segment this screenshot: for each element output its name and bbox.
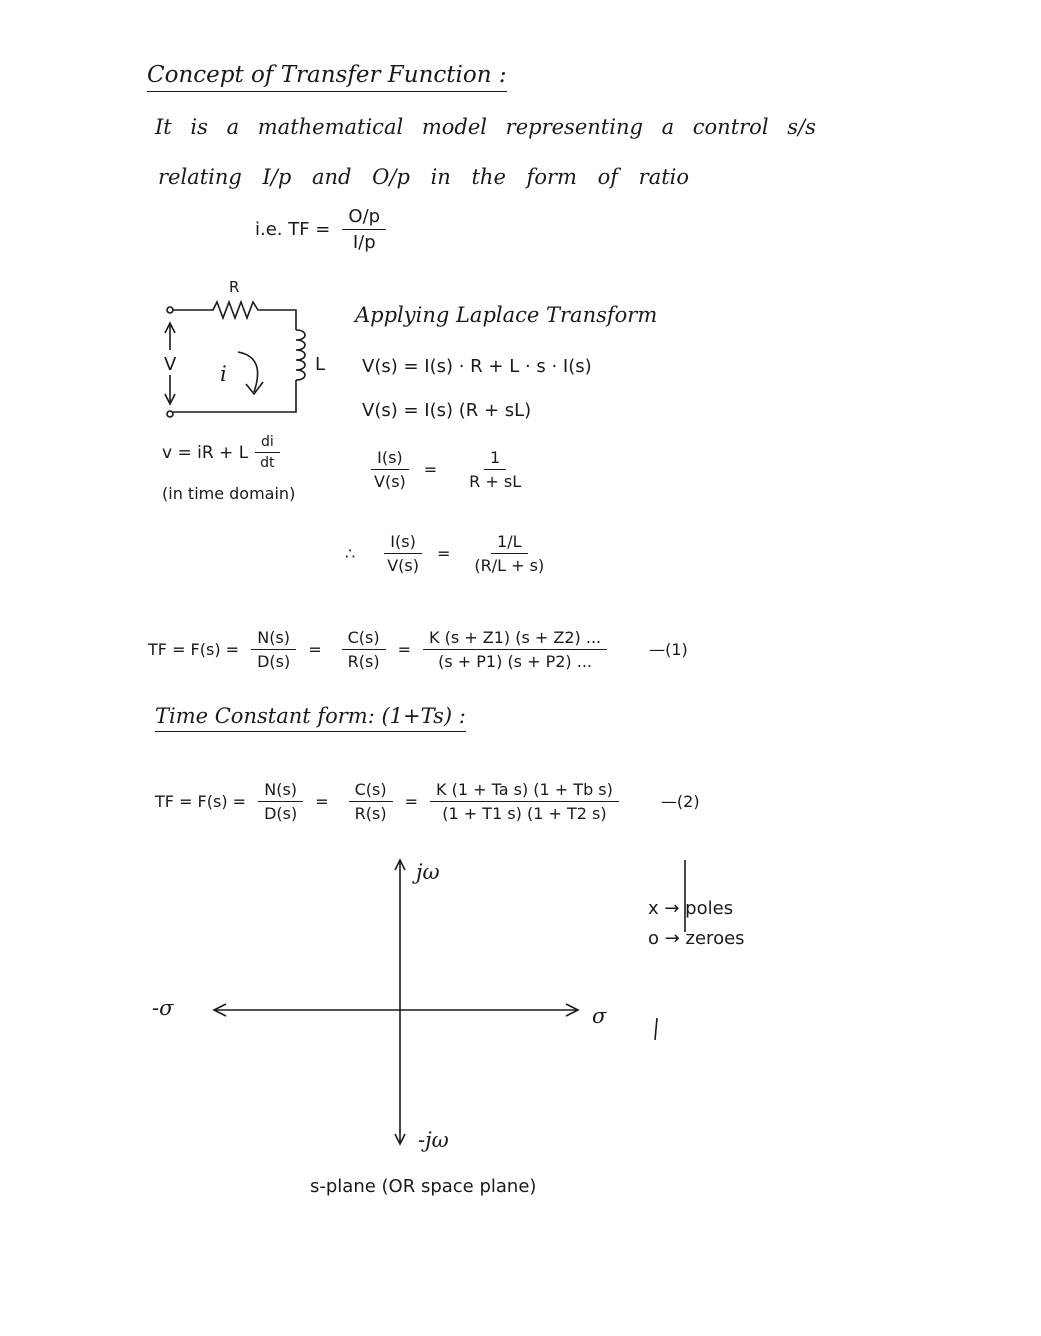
definition-line-1: It is a mathematical model representing a control s/s — [155, 115, 816, 139]
inductor-label: L — [315, 354, 326, 375]
current-label: i — [220, 362, 227, 386]
page-title: Concept of Transfer Function : — [147, 62, 507, 92]
legend-poles: x → poles — [648, 898, 734, 919]
tf-ratio-definition — [255, 206, 392, 253]
neg-j-omega-label: -jω — [418, 1128, 449, 1152]
s-plane-axes — [214, 860, 685, 1144]
laplace-eq-4: ∴ $\frac{I(s)}{V(s)}$ = $\frac{1/L}{(R/L + s)}$ — [345, 532, 545, 575]
ratio-denominator: I/p — [352, 232, 376, 253]
sigma-label: σ — [592, 1004, 607, 1028]
time-domain-equation: v = iR + L di dt — [162, 434, 281, 471]
voltage-label: V — [164, 354, 177, 375]
rl-circuit-diagram — [165, 302, 305, 417]
laplace-eq-1: V(s) = I(s) · R + L · s · I(s) — [362, 356, 592, 377]
laplace-eq-2: V(s) = I(s) (R + sL) — [362, 400, 532, 421]
equation-tag-1: —(1) — [649, 640, 688, 659]
laplace-eq-3: $\frac{I(s)}{V(s)}$ = $\frac{1}{R + sL}$ — [362, 448, 533, 491]
transfer-function-eq-2: TF = F(s) = $\frac{N(s)}{D(s)}$ = $\frac{C(s)}{R(s)}$ = $\frac{\text{K (1 + Ta s) (1 + Tb s)}}{(1 + T1 s) (1 + T2 s)}$ —(2) — [155, 780, 700, 823]
time-domain-note: (in time domain) — [162, 484, 296, 503]
s-plane-caption: s-plane (OR space plane) — [310, 1176, 537, 1197]
laplace-heading: Applying Laplace Transform — [355, 303, 658, 327]
transfer-function-eq-1: TF = F(s) = $\frac{N(s)}{D(s)}$ = $\frac{C(s)}{R(s)}$ = $\frac{K (s + Z1) (s + Z2) ...}{(s + P1) (s + P2) ...}$ —(1) — [148, 628, 688, 671]
resistor-label: R — [229, 278, 240, 296]
ie-label: i.e. TF = — [255, 219, 331, 240]
neg-sigma-label: -σ — [152, 996, 174, 1020]
definition-line-2: relating I/p and O/p in the form of ratio — [158, 165, 690, 189]
equation-tag-2: —(2) — [660, 792, 700, 811]
ratio-numerator: O/p — [342, 206, 386, 230]
time-constant-heading: Time Constant form: (1+Ts) : — [155, 704, 466, 732]
legend-zeroes: o → zeroes — [648, 928, 745, 949]
j-omega-label: jω — [416, 860, 440, 884]
